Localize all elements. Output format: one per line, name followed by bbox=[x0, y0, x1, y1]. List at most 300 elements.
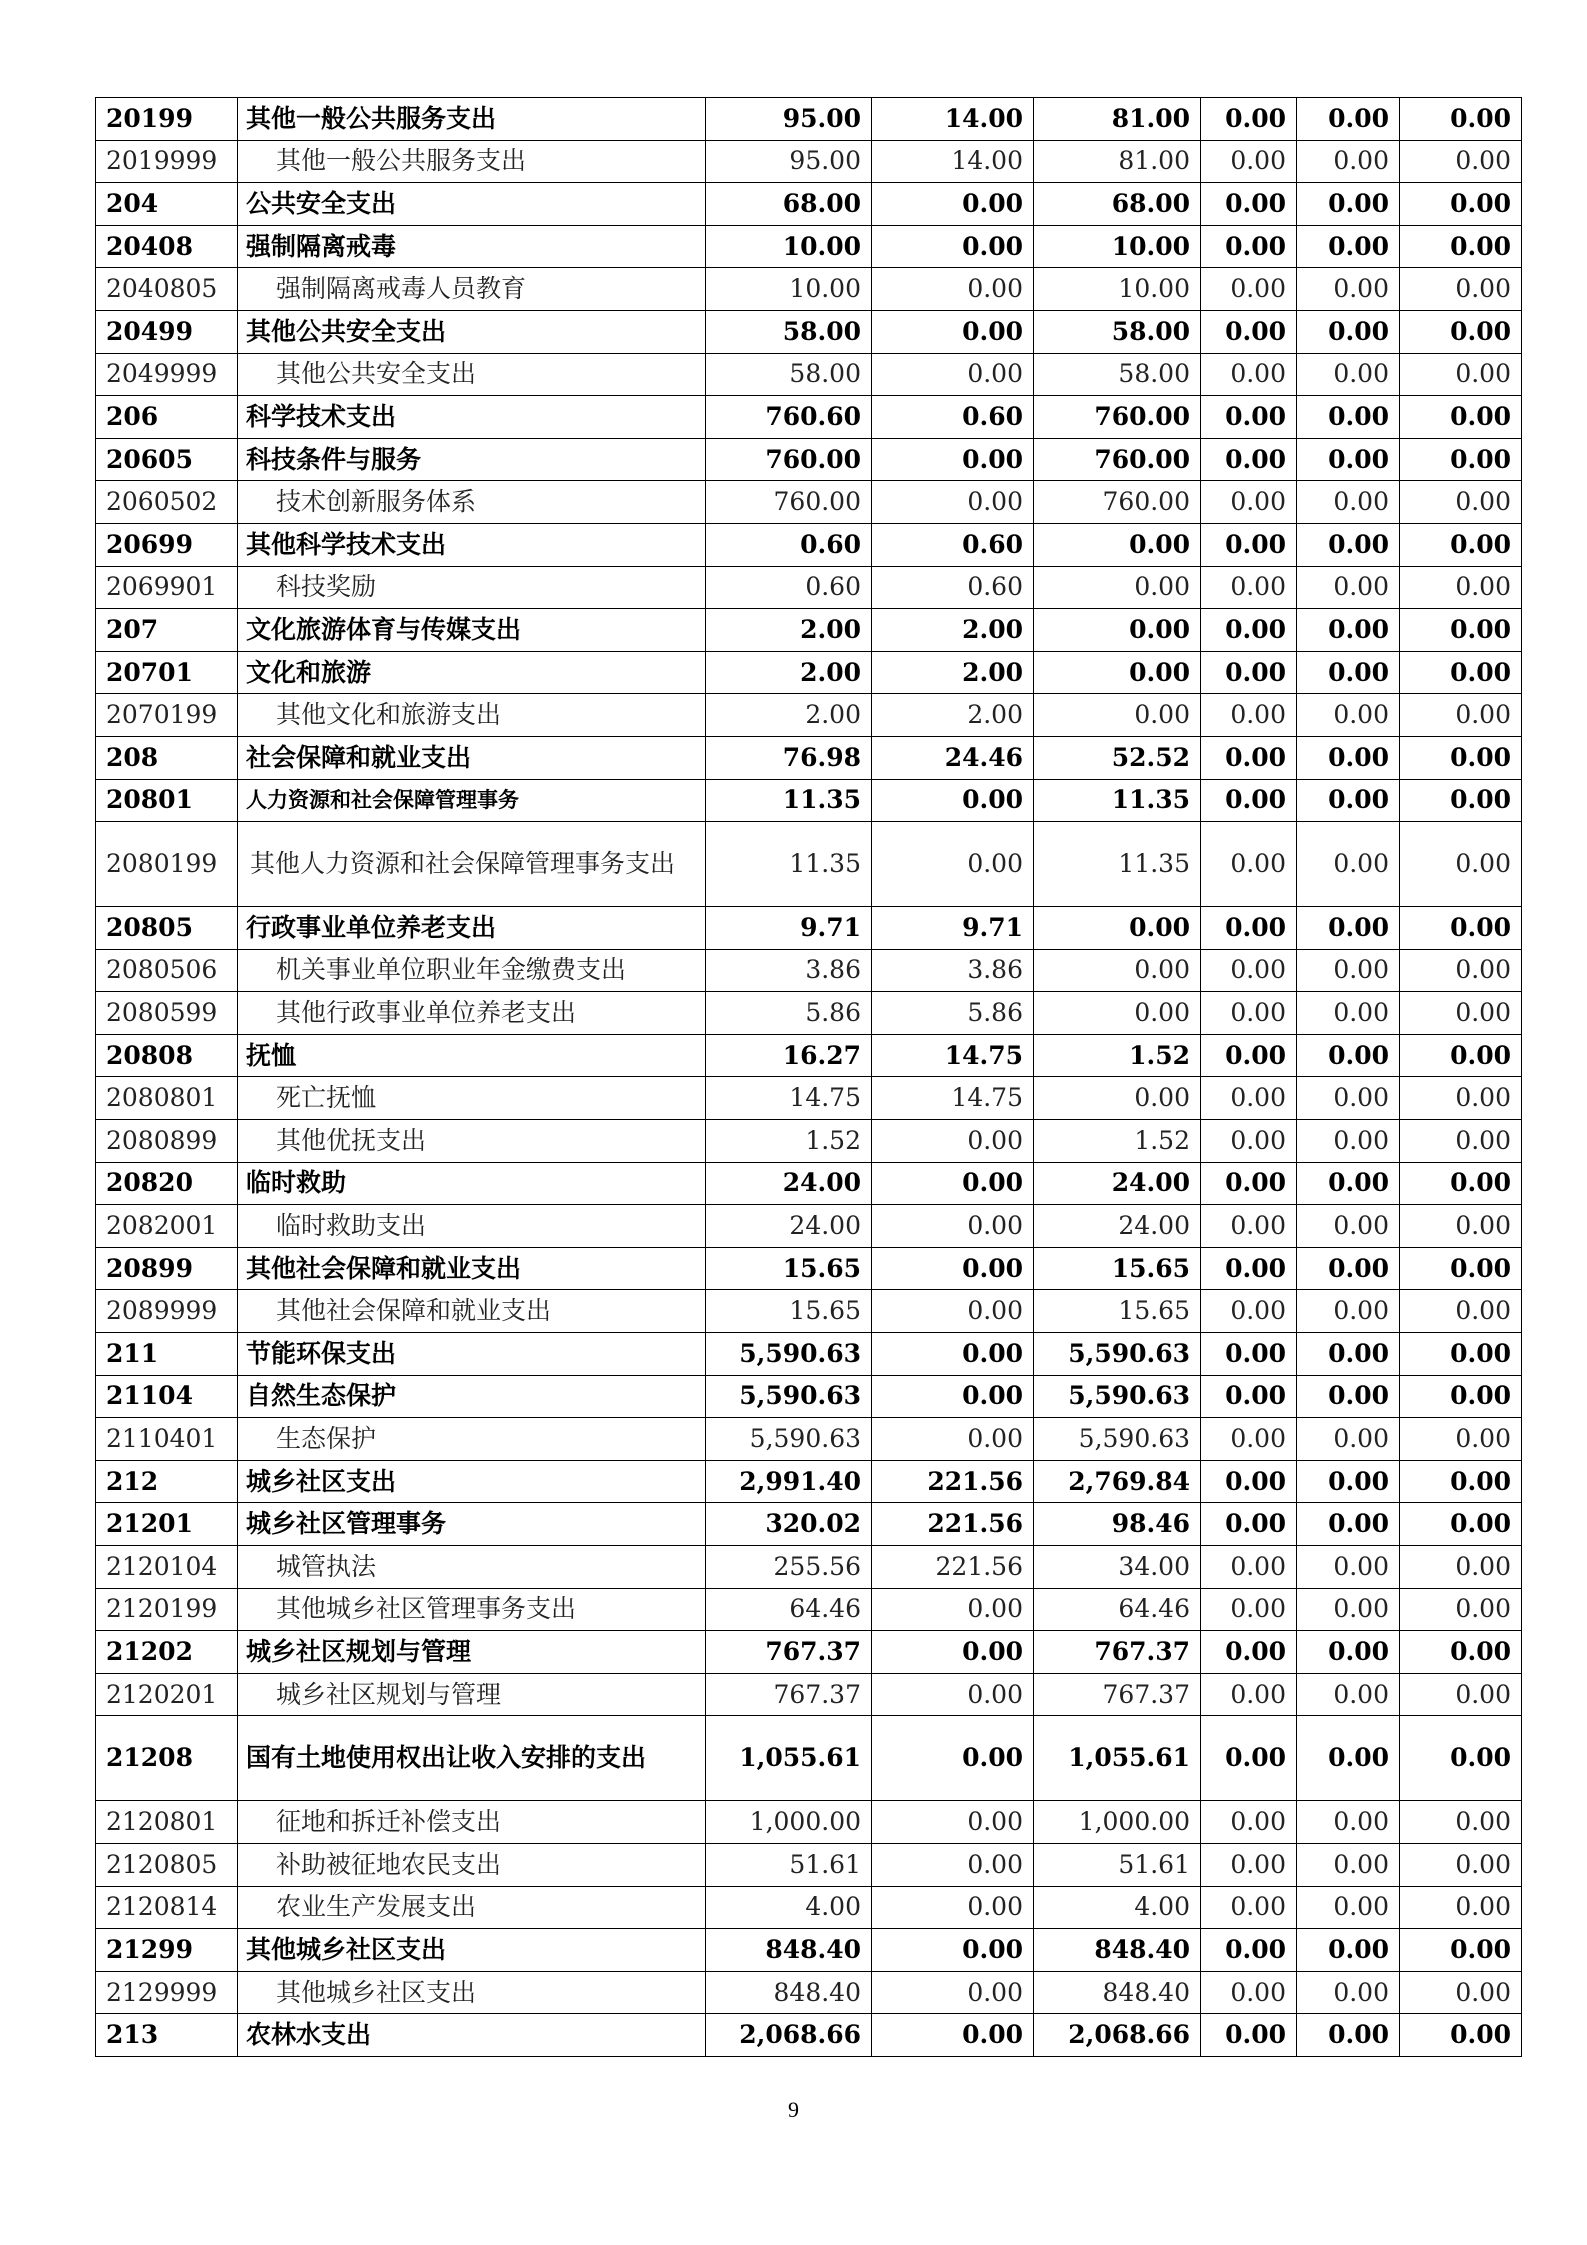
table-row bbox=[96, 1631, 1522, 1674]
table-row bbox=[96, 1418, 1522, 1461]
cell-basic: 24.46 bbox=[872, 736, 1034, 779]
cell-name: 临时救助支出 bbox=[238, 1205, 706, 1248]
cell-col5: 0.00 bbox=[1297, 736, 1400, 779]
cell-col5: 0.00 bbox=[1297, 1631, 1400, 1674]
cell-total: 16.27 bbox=[706, 1034, 872, 1077]
cell-col5: 0.00 bbox=[1297, 438, 1400, 481]
cell-col5: 0.00 bbox=[1297, 2014, 1400, 2057]
cell-col6: 0.00 bbox=[1400, 1843, 1522, 1886]
cell-total: 2,991.40 bbox=[706, 1460, 872, 1503]
cell-name: 科学技术支出 bbox=[238, 396, 706, 439]
cell-col4: 0.00 bbox=[1201, 353, 1297, 396]
cell-col4: 0.00 bbox=[1201, 183, 1297, 226]
cell-code: 2120104 bbox=[96, 1546, 238, 1589]
table-row bbox=[96, 1588, 1522, 1631]
cell-total: 14.75 bbox=[706, 1077, 872, 1120]
cell-total: 2.00 bbox=[706, 609, 872, 652]
cell-col5: 0.00 bbox=[1297, 310, 1400, 353]
cell-col6: 0.00 bbox=[1400, 1631, 1522, 1674]
cell-name: 科技条件与服务 bbox=[238, 438, 706, 481]
cell-name: 机关事业单位职业年金缴费支出 bbox=[238, 949, 706, 992]
cell-col5: 0.00 bbox=[1297, 1588, 1400, 1631]
cell-col5: 0.00 bbox=[1297, 1460, 1400, 1503]
cell-code: 20499 bbox=[96, 310, 238, 353]
cell-total: 9.71 bbox=[706, 907, 872, 950]
cell-code: 2040805 bbox=[96, 268, 238, 311]
cell-col4: 0.00 bbox=[1201, 1673, 1297, 1716]
cell-col5: 0.00 bbox=[1297, 1162, 1400, 1205]
cell-total: 51.61 bbox=[706, 1843, 872, 1886]
cell-name: 城管执法 bbox=[238, 1546, 706, 1589]
cell-basic: 0.00 bbox=[872, 779, 1034, 822]
cell-col4: 0.00 bbox=[1201, 396, 1297, 439]
cell-name: 其他城乡社区支出 bbox=[238, 1971, 706, 2014]
cell-code: 207 bbox=[96, 609, 238, 652]
table-row bbox=[96, 1290, 1522, 1333]
cell-project: 767.37 bbox=[1034, 1673, 1201, 1716]
cell-col4: 0.00 bbox=[1201, 140, 1297, 183]
cell-total: 76.98 bbox=[706, 736, 872, 779]
table-row bbox=[96, 268, 1522, 311]
table-row bbox=[96, 98, 1522, 141]
cell-col4: 0.00 bbox=[1201, 523, 1297, 566]
cell-name: 科技奖励 bbox=[238, 566, 706, 609]
cell-code: 21208 bbox=[96, 1716, 238, 1801]
cell-code: 2049999 bbox=[96, 353, 238, 396]
cell-total: 3.86 bbox=[706, 949, 872, 992]
cell-total: 1,000.00 bbox=[706, 1801, 872, 1844]
cell-name: 抚恤 bbox=[238, 1034, 706, 1077]
cell-col4: 0.00 bbox=[1201, 651, 1297, 694]
cell-col4: 0.00 bbox=[1201, 98, 1297, 141]
cell-project: 760.00 bbox=[1034, 396, 1201, 439]
cell-col6: 0.00 bbox=[1400, 609, 1522, 652]
cell-basic: 0.00 bbox=[872, 1418, 1034, 1461]
cell-project: 0.00 bbox=[1034, 523, 1201, 566]
cell-name: 补助被征地农民支出 bbox=[238, 1843, 706, 1886]
cell-col4: 0.00 bbox=[1201, 1247, 1297, 1290]
cell-col6: 0.00 bbox=[1400, 1588, 1522, 1631]
table-row bbox=[96, 1886, 1522, 1929]
cell-total: 2.00 bbox=[706, 694, 872, 737]
cell-basic: 0.00 bbox=[872, 1843, 1034, 1886]
cell-basic: 0.00 bbox=[872, 822, 1034, 907]
cell-total: 11.35 bbox=[706, 822, 872, 907]
cell-col5: 0.00 bbox=[1297, 1716, 1400, 1801]
cell-name: 临时救助 bbox=[238, 1162, 706, 1205]
cell-col5: 0.00 bbox=[1297, 992, 1400, 1035]
cell-code: 20699 bbox=[96, 523, 238, 566]
cell-total: 15.65 bbox=[706, 1290, 872, 1333]
cell-code: 20801 bbox=[96, 779, 238, 822]
cell-code: 2129999 bbox=[96, 1971, 238, 2014]
cell-col4: 0.00 bbox=[1201, 481, 1297, 524]
cell-basic: 0.00 bbox=[872, 1375, 1034, 1418]
table-row bbox=[96, 1333, 1522, 1376]
cell-name: 其他行政事业单位养老支出 bbox=[238, 992, 706, 1035]
table-row bbox=[96, 779, 1522, 822]
cell-total: 2.00 bbox=[706, 651, 872, 694]
cell-col6: 0.00 bbox=[1400, 396, 1522, 439]
cell-code: 2120814 bbox=[96, 1886, 238, 1929]
cell-name: 强制隔离戒毒人员教育 bbox=[238, 268, 706, 311]
cell-col6: 0.00 bbox=[1400, 1375, 1522, 1418]
cell-col5: 0.00 bbox=[1297, 822, 1400, 907]
cell-col6: 0.00 bbox=[1400, 907, 1522, 950]
table-row bbox=[96, 1247, 1522, 1290]
table-row bbox=[96, 822, 1522, 907]
cell-col6: 0.00 bbox=[1400, 2014, 1522, 2057]
cell-col4: 0.00 bbox=[1201, 310, 1297, 353]
cell-name: 其他社会保障和就业支出 bbox=[238, 1290, 706, 1333]
table-row bbox=[96, 1929, 1522, 1972]
cell-code: 212 bbox=[96, 1460, 238, 1503]
cell-project: 848.40 bbox=[1034, 1971, 1201, 2014]
cell-name: 其他一般公共服务支出 bbox=[238, 98, 706, 141]
cell-col5: 0.00 bbox=[1297, 1971, 1400, 2014]
cell-name: 人力资源和社会保障管理事务 bbox=[238, 779, 706, 822]
cell-code: 21299 bbox=[96, 1929, 238, 1972]
cell-col6: 0.00 bbox=[1400, 1333, 1522, 1376]
table-row bbox=[96, 353, 1522, 396]
cell-basic: 0.00 bbox=[872, 183, 1034, 226]
cell-project: 0.00 bbox=[1034, 1077, 1201, 1120]
cell-total: 5.86 bbox=[706, 992, 872, 1035]
table-row bbox=[96, 992, 1522, 1035]
cell-name: 其他城乡社区支出 bbox=[238, 1929, 706, 1972]
cell-col4: 0.00 bbox=[1201, 1162, 1297, 1205]
cell-col5: 0.00 bbox=[1297, 183, 1400, 226]
table-row bbox=[96, 1375, 1522, 1418]
cell-col5: 0.00 bbox=[1297, 140, 1400, 183]
cell-code: 2080506 bbox=[96, 949, 238, 992]
table-row bbox=[96, 694, 1522, 737]
cell-col4: 0.00 bbox=[1201, 907, 1297, 950]
cell-basic: 14.00 bbox=[872, 98, 1034, 141]
cell-name: 技术创新服务体系 bbox=[238, 481, 706, 524]
cell-col5: 0.00 bbox=[1297, 949, 1400, 992]
table-row bbox=[96, 140, 1522, 183]
cell-col5: 0.00 bbox=[1297, 1205, 1400, 1248]
cell-project: 760.00 bbox=[1034, 438, 1201, 481]
cell-col4: 0.00 bbox=[1201, 1034, 1297, 1077]
cell-code: 20605 bbox=[96, 438, 238, 481]
cell-code: 21202 bbox=[96, 1631, 238, 1674]
cell-project: 51.61 bbox=[1034, 1843, 1201, 1886]
cell-col6: 0.00 bbox=[1400, 225, 1522, 268]
cell-col4: 0.00 bbox=[1201, 1886, 1297, 1929]
cell-code: 20808 bbox=[96, 1034, 238, 1077]
cell-basic: 0.00 bbox=[872, 1120, 1034, 1163]
cell-name: 其他科学技术支出 bbox=[238, 523, 706, 566]
cell-code: 2060502 bbox=[96, 481, 238, 524]
cell-project: 767.37 bbox=[1034, 1631, 1201, 1674]
cell-code: 204 bbox=[96, 183, 238, 226]
cell-name: 其他公共安全支出 bbox=[238, 310, 706, 353]
cell-project: 58.00 bbox=[1034, 353, 1201, 396]
cell-col5: 0.00 bbox=[1297, 1375, 1400, 1418]
cell-project: 0.00 bbox=[1034, 992, 1201, 1035]
cell-name: 死亡抚恤 bbox=[238, 1077, 706, 1120]
cell-project: 0.00 bbox=[1034, 651, 1201, 694]
table-row bbox=[96, 949, 1522, 992]
cell-basic: 5.86 bbox=[872, 992, 1034, 1035]
table-row bbox=[96, 1034, 1522, 1077]
cell-col4: 0.00 bbox=[1201, 779, 1297, 822]
cell-col5: 0.00 bbox=[1297, 1290, 1400, 1333]
cell-name: 农业生产发展支出 bbox=[238, 1886, 706, 1929]
cell-total: 0.60 bbox=[706, 523, 872, 566]
cell-code: 2080599 bbox=[96, 992, 238, 1035]
cell-col6: 0.00 bbox=[1400, 1205, 1522, 1248]
cell-project: 5,590.63 bbox=[1034, 1375, 1201, 1418]
cell-total: 2,068.66 bbox=[706, 2014, 872, 2057]
cell-total: 0.60 bbox=[706, 566, 872, 609]
cell-project: 0.00 bbox=[1034, 609, 1201, 652]
cell-basic: 0.00 bbox=[872, 1205, 1034, 1248]
cell-total: 760.00 bbox=[706, 481, 872, 524]
cell-col6: 0.00 bbox=[1400, 1120, 1522, 1163]
cell-col5: 0.00 bbox=[1297, 396, 1400, 439]
cell-project: 24.00 bbox=[1034, 1205, 1201, 1248]
cell-col4: 0.00 bbox=[1201, 1546, 1297, 1589]
cell-col5: 0.00 bbox=[1297, 1886, 1400, 1929]
cell-col5: 0.00 bbox=[1297, 1546, 1400, 1589]
cell-name: 其他优抚支出 bbox=[238, 1120, 706, 1163]
cell-project: 5,590.63 bbox=[1034, 1418, 1201, 1461]
cell-col6: 0.00 bbox=[1400, 183, 1522, 226]
cell-project: 15.65 bbox=[1034, 1247, 1201, 1290]
cell-code: 21104 bbox=[96, 1375, 238, 1418]
table-row bbox=[96, 1801, 1522, 1844]
cell-name: 国有土地使用权出让收入安排的支出 bbox=[238, 1716, 706, 1801]
cell-col5: 0.00 bbox=[1297, 353, 1400, 396]
cell-basic: 0.00 bbox=[872, 1971, 1034, 2014]
table-row bbox=[96, 183, 1522, 226]
cell-total: 760.60 bbox=[706, 396, 872, 439]
cell-col6: 0.00 bbox=[1400, 353, 1522, 396]
table-row bbox=[96, 1077, 1522, 1120]
cell-col4: 0.00 bbox=[1201, 822, 1297, 907]
cell-project: 0.00 bbox=[1034, 694, 1201, 737]
table-row bbox=[96, 1673, 1522, 1716]
cell-code: 2070199 bbox=[96, 694, 238, 737]
cell-code: 20805 bbox=[96, 907, 238, 950]
table-row bbox=[96, 1546, 1522, 1589]
cell-basic: 0.00 bbox=[872, 1247, 1034, 1290]
cell-basic: 0.00 bbox=[872, 310, 1034, 353]
cell-col5: 0.00 bbox=[1297, 1929, 1400, 1972]
cell-project: 2,068.66 bbox=[1034, 2014, 1201, 2057]
cell-basic: 0.00 bbox=[872, 225, 1034, 268]
cell-name: 其他城乡社区管理事务支出 bbox=[238, 1588, 706, 1631]
cell-basic: 9.71 bbox=[872, 907, 1034, 950]
cell-total: 5,590.63 bbox=[706, 1418, 872, 1461]
cell-project: 0.00 bbox=[1034, 907, 1201, 950]
cell-basic: 0.60 bbox=[872, 523, 1034, 566]
cell-name: 城乡社区规划与管理 bbox=[238, 1673, 706, 1716]
cell-total: 24.00 bbox=[706, 1162, 872, 1205]
cell-col6: 0.00 bbox=[1400, 694, 1522, 737]
cell-total: 767.37 bbox=[706, 1631, 872, 1674]
table-row bbox=[96, 566, 1522, 609]
cell-col6: 0.00 bbox=[1400, 1290, 1522, 1333]
cell-col6: 0.00 bbox=[1400, 1801, 1522, 1844]
cell-project: 0.00 bbox=[1034, 566, 1201, 609]
cell-project: 1,000.00 bbox=[1034, 1801, 1201, 1844]
cell-project: 1,055.61 bbox=[1034, 1716, 1201, 1801]
cell-code: 2110401 bbox=[96, 1418, 238, 1461]
table-row bbox=[96, 651, 1522, 694]
cell-project: 58.00 bbox=[1034, 310, 1201, 353]
cell-code: 2069901 bbox=[96, 566, 238, 609]
cell-project: 34.00 bbox=[1034, 1546, 1201, 1589]
table-row bbox=[96, 907, 1522, 950]
cell-basic: 0.00 bbox=[872, 268, 1034, 311]
cell-code: 208 bbox=[96, 736, 238, 779]
table-row bbox=[96, 1162, 1522, 1205]
cell-col6: 0.00 bbox=[1400, 140, 1522, 183]
cell-basic: 2.00 bbox=[872, 694, 1034, 737]
table-row bbox=[96, 1460, 1522, 1503]
cell-col5: 0.00 bbox=[1297, 98, 1400, 141]
cell-project: 760.00 bbox=[1034, 481, 1201, 524]
cell-basic: 0.00 bbox=[872, 1333, 1034, 1376]
cell-basic: 0.00 bbox=[872, 1886, 1034, 1929]
cell-basic: 0.00 bbox=[872, 1716, 1034, 1801]
cell-project: 10.00 bbox=[1034, 268, 1201, 311]
cell-col5: 0.00 bbox=[1297, 1418, 1400, 1461]
cell-basic: 0.00 bbox=[872, 353, 1034, 396]
table-row bbox=[96, 523, 1522, 566]
cell-name: 其他人力资源和社会保障管理事务支出 bbox=[238, 822, 706, 907]
cell-name: 城乡社区管理事务 bbox=[238, 1503, 706, 1546]
cell-total: 64.46 bbox=[706, 1588, 872, 1631]
cell-name: 城乡社区规划与管理 bbox=[238, 1631, 706, 1674]
table-body bbox=[96, 98, 1522, 2057]
budget-expenditure-table bbox=[95, 97, 1522, 2057]
cell-col4: 0.00 bbox=[1201, 1418, 1297, 1461]
cell-basic: 0.60 bbox=[872, 396, 1034, 439]
cell-total: 320.02 bbox=[706, 1503, 872, 1546]
cell-name: 行政事业单位养老支出 bbox=[238, 907, 706, 950]
cell-total: 1.52 bbox=[706, 1120, 872, 1163]
cell-col6: 0.00 bbox=[1400, 1034, 1522, 1077]
cell-basic: 14.00 bbox=[872, 140, 1034, 183]
cell-basic: 14.75 bbox=[872, 1034, 1034, 1077]
cell-code: 20820 bbox=[96, 1162, 238, 1205]
cell-col4: 0.00 bbox=[1201, 225, 1297, 268]
cell-project: 64.46 bbox=[1034, 1588, 1201, 1631]
cell-col4: 0.00 bbox=[1201, 736, 1297, 779]
cell-basic: 221.56 bbox=[872, 1546, 1034, 1589]
cell-col6: 0.00 bbox=[1400, 992, 1522, 1035]
cell-project: 2,769.84 bbox=[1034, 1460, 1201, 1503]
cell-total: 4.00 bbox=[706, 1886, 872, 1929]
cell-project: 68.00 bbox=[1034, 183, 1201, 226]
cell-col6: 0.00 bbox=[1400, 310, 1522, 353]
cell-col4: 0.00 bbox=[1201, 992, 1297, 1035]
cell-total: 95.00 bbox=[706, 98, 872, 141]
cell-name: 其他文化和旅游支出 bbox=[238, 694, 706, 737]
table-row bbox=[96, 1120, 1522, 1163]
cell-project: 81.00 bbox=[1034, 140, 1201, 183]
cell-col4: 0.00 bbox=[1201, 1801, 1297, 1844]
cell-col5: 0.00 bbox=[1297, 1247, 1400, 1290]
cell-col5: 0.00 bbox=[1297, 481, 1400, 524]
cell-name: 公共安全支出 bbox=[238, 183, 706, 226]
cell-col4: 0.00 bbox=[1201, 1843, 1297, 1886]
cell-col5: 0.00 bbox=[1297, 1077, 1400, 1120]
cell-col6: 0.00 bbox=[1400, 1673, 1522, 1716]
cell-code: 21201 bbox=[96, 1503, 238, 1546]
cell-col6: 0.00 bbox=[1400, 523, 1522, 566]
cell-col4: 0.00 bbox=[1201, 268, 1297, 311]
cell-code: 2080199 bbox=[96, 822, 238, 907]
cell-col4: 0.00 bbox=[1201, 1460, 1297, 1503]
cell-col5: 0.00 bbox=[1297, 1333, 1400, 1376]
cell-col6: 0.00 bbox=[1400, 1971, 1522, 2014]
cell-project: 81.00 bbox=[1034, 98, 1201, 141]
cell-total: 760.00 bbox=[706, 438, 872, 481]
cell-name: 自然生态保护 bbox=[238, 1375, 706, 1418]
cell-project: 52.52 bbox=[1034, 736, 1201, 779]
cell-col5: 0.00 bbox=[1297, 651, 1400, 694]
cell-col6: 0.00 bbox=[1400, 1716, 1522, 1801]
cell-col4: 0.00 bbox=[1201, 1077, 1297, 1120]
cell-col6: 0.00 bbox=[1400, 268, 1522, 311]
table-row bbox=[96, 310, 1522, 353]
table-row bbox=[96, 1205, 1522, 1248]
cell-name: 文化和旅游 bbox=[238, 651, 706, 694]
cell-col5: 0.00 bbox=[1297, 1034, 1400, 1077]
cell-basic: 0.00 bbox=[872, 1588, 1034, 1631]
cell-total: 10.00 bbox=[706, 225, 872, 268]
cell-col4: 0.00 bbox=[1201, 1631, 1297, 1674]
cell-col4: 0.00 bbox=[1201, 1588, 1297, 1631]
table-row bbox=[96, 736, 1522, 779]
cell-col6: 0.00 bbox=[1400, 1162, 1522, 1205]
cell-col5: 0.00 bbox=[1297, 779, 1400, 822]
cell-total: 5,590.63 bbox=[706, 1333, 872, 1376]
table-row bbox=[96, 609, 1522, 652]
cell-basic: 0.00 bbox=[872, 1162, 1034, 1205]
cell-total: 767.37 bbox=[706, 1673, 872, 1716]
table-row bbox=[96, 1843, 1522, 1886]
table-row bbox=[96, 2014, 1522, 2057]
cell-col4: 0.00 bbox=[1201, 609, 1297, 652]
cell-code: 2120201 bbox=[96, 1673, 238, 1716]
cell-basic: 2.00 bbox=[872, 651, 1034, 694]
cell-col6: 0.00 bbox=[1400, 822, 1522, 907]
cell-project: 11.35 bbox=[1034, 779, 1201, 822]
table-row bbox=[96, 1971, 1522, 2014]
cell-project: 0.00 bbox=[1034, 949, 1201, 992]
cell-basic: 14.75 bbox=[872, 1077, 1034, 1120]
cell-code: 20701 bbox=[96, 651, 238, 694]
cell-code: 2089999 bbox=[96, 1290, 238, 1333]
cell-name: 其他社会保障和就业支出 bbox=[238, 1247, 706, 1290]
table-row bbox=[96, 1503, 1522, 1546]
cell-col6: 0.00 bbox=[1400, 779, 1522, 822]
cell-col6: 0.00 bbox=[1400, 1418, 1522, 1461]
cell-col4: 0.00 bbox=[1201, 1290, 1297, 1333]
cell-col5: 0.00 bbox=[1297, 1503, 1400, 1546]
cell-code: 20199 bbox=[96, 98, 238, 141]
cell-col5: 0.00 bbox=[1297, 694, 1400, 737]
cell-total: 10.00 bbox=[706, 268, 872, 311]
cell-col5: 0.00 bbox=[1297, 1673, 1400, 1716]
